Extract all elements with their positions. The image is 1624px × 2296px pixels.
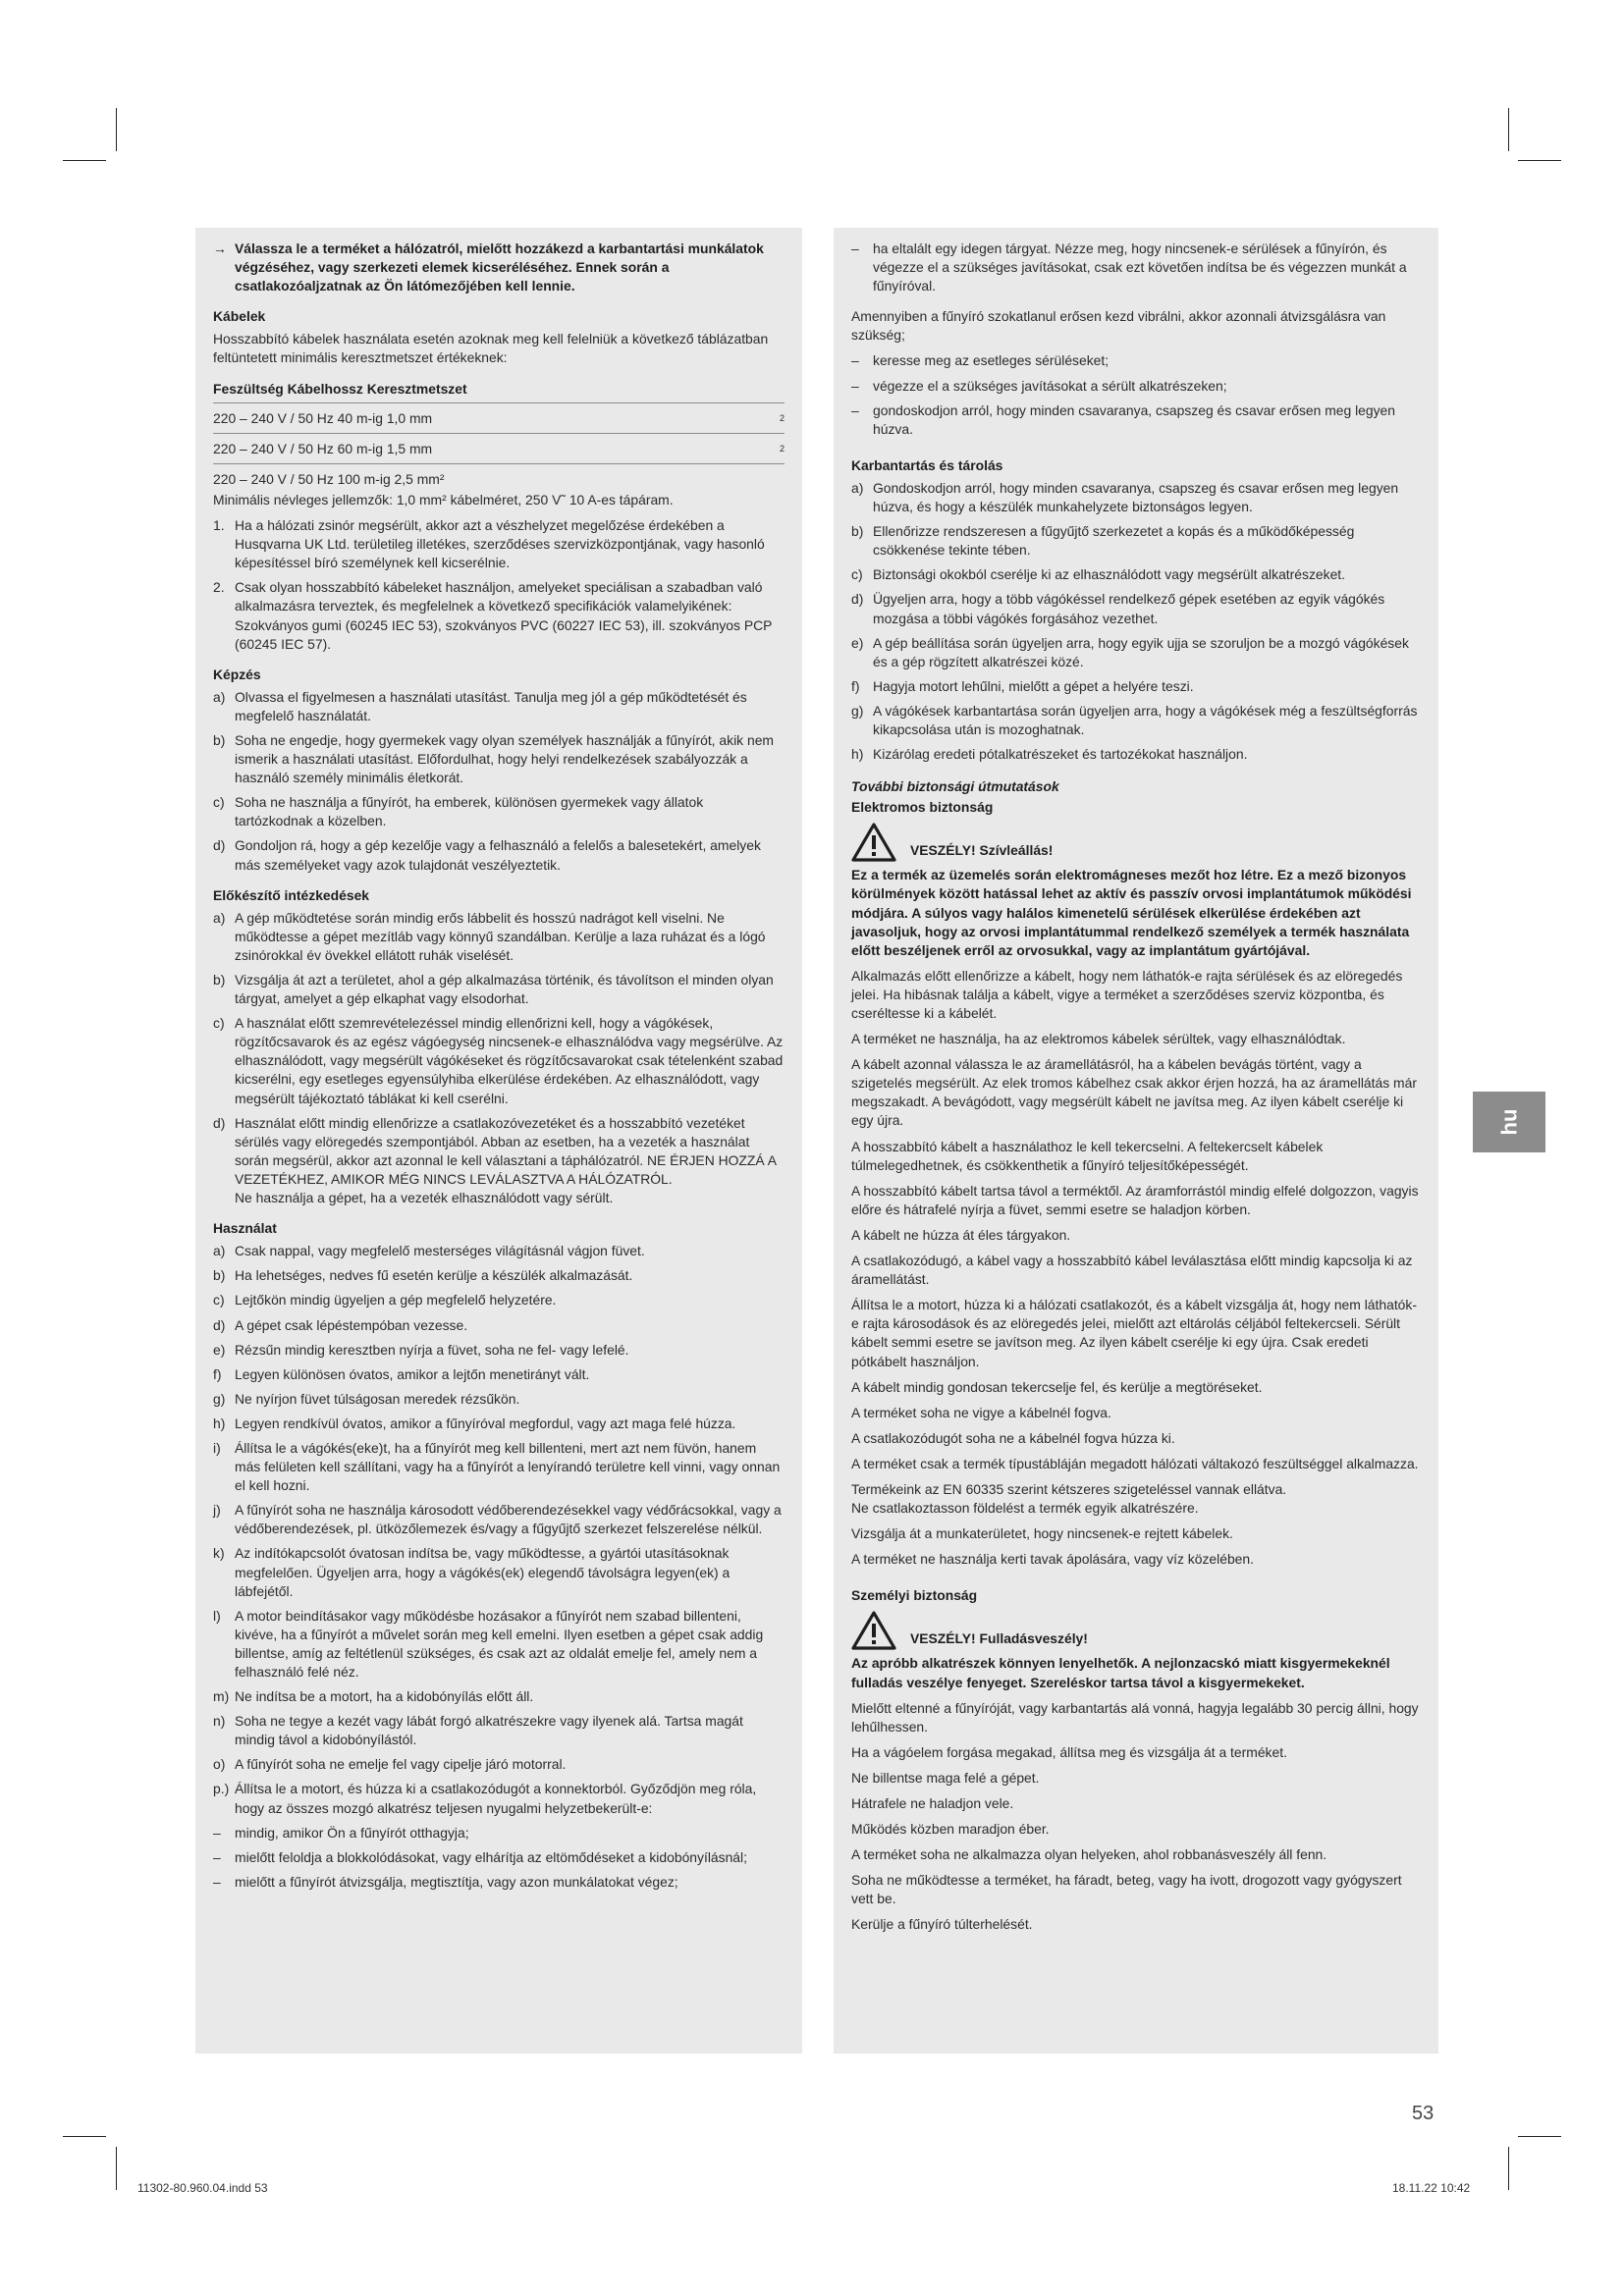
section-heading-kepzes: Képzés xyxy=(213,666,261,682)
paragraph: Soha ne működtesse a terméket, ha fáradt, beteg, vagy ha ivott, drogozott vagy gyógyszert vett be. xyxy=(851,1872,1402,1907)
arrow-icon: → xyxy=(213,240,227,256)
list-item xyxy=(851,351,1421,370)
section-heading-karbantartas: Karbantartás és tárolás xyxy=(851,456,1003,473)
paragraph: Hátrafele ne haladjon vele. xyxy=(851,1795,1014,1811)
list-item xyxy=(213,1014,785,1107)
list-marker: 2. xyxy=(213,579,225,596)
section-heading-elektromos: Elektromos biztonság xyxy=(851,799,994,816)
list-marker: e) xyxy=(213,1341,226,1358)
paragraph: Hosszabbító kábelek használata esetén azoknak meg kell felelniük a következő táblázatban feltüntetett minimális keresztmetszet értékeknek: xyxy=(213,331,769,366)
list-item-text: keresse meg az esetleges sérüléseket; xyxy=(873,352,1110,369)
paragraph: A csatlakozódugót soha ne a kábelnél fogva húzza ki. xyxy=(851,1429,1175,1446)
list-item-text: mielőtt a fűnyírót átvizsgálja, megtisztítja, vagy azon munkálatokat végez; xyxy=(235,1873,678,1890)
hasznalat-list xyxy=(213,1242,785,1892)
list-marker: m) xyxy=(213,1688,230,1705)
paragraph: A terméket soha ne alkalmazza olyan helyeken, ahol robbanásveszély áll fenn. xyxy=(851,1846,1327,1863)
list-marker: – xyxy=(851,377,859,394)
kepzes-list xyxy=(213,688,785,875)
section-heading-kabelek: Kábelek xyxy=(213,308,266,325)
list-marker: k) xyxy=(213,1545,225,1562)
list-item xyxy=(213,516,785,572)
table-last-row: 220 – 240 V / 50 Hz 100 m-ig 2,5 mm² xyxy=(213,470,445,487)
paragraph: Mielőtt eltenné a fűnyíróját, vagy karbantartás alá vonná, hagyja legalább 30 percig állni, hogy lehűlhessen. xyxy=(851,1699,1419,1735)
list-marker: a) xyxy=(213,688,226,705)
list-item-text: mindig, amikor Ön a fűnyírót otthagyja; xyxy=(235,1824,469,1841)
list-marker: h) xyxy=(213,1415,226,1431)
list-item-text: Ügyeljen arra, hogy a több vágókéssel rendelkező gépek esetében az egyik vágókés mozgása a többi vágókés forgásához vezethet. xyxy=(873,591,1385,626)
list-marker: c) xyxy=(213,1015,225,1032)
list-item-text: Állítsa le a motort, és húzza ki a csatlakozódugót a konnektorból. Győződjön meg róla, hogy az összes mozgó alkatrész teljesen nyugalmi helyzetbekerült-e: xyxy=(235,1781,757,1816)
list-marker: 1. xyxy=(213,517,225,534)
list-item-text: Gondoljon rá, hogy a gép kezelője vagy a felhasználó a felelős a balesetekért, amelyek más személyeket vagy azok tulajdonát veszélyeztetik. xyxy=(235,837,761,873)
table-cell: 220 – 240 V / 50 Hz 40 m-ig 1,0 mm xyxy=(213,409,433,426)
left-column xyxy=(195,228,802,2054)
list-item xyxy=(213,836,785,874)
paragraph: A terméket csak a termék típustábláján megadott hálózati váltakozó feszültséggel alkalmazza. xyxy=(851,1455,1419,1471)
list-item xyxy=(213,1415,785,1433)
list-item xyxy=(213,1316,785,1335)
list-marker: f) xyxy=(851,677,860,694)
list-marker: b) xyxy=(851,523,864,540)
list-item xyxy=(851,702,1421,739)
list-item-text: Soha ne tegye a kezét vagy lábát forgó alkatrészekre vagy ilyenek alá. Tartsa magát mindig távol a kidobónyílástól. xyxy=(235,1713,743,1748)
list-item-text: A gépet csak lépéstempóban vezesse. xyxy=(235,1316,468,1333)
list-marker: – xyxy=(851,401,859,418)
paragraph: A kábelt mindig gondosan tekercselje fel, és kerülje a megtöréseket. xyxy=(851,1378,1263,1395)
section-heading-szemelyi: Személyi biztonság xyxy=(851,1587,978,1604)
list-item xyxy=(213,909,785,965)
list-item-text: A fűnyírót soha ne használja károsodott védőberendezésekkel vagy védőrácsokkal, vagy a védőberendezések, pl. ütközőlemezek és/vagy a fűgyűjtő szerkezet felszerelése nélkül. xyxy=(235,1502,782,1537)
list-marker: g) xyxy=(851,702,864,719)
list-marker: o) xyxy=(213,1756,226,1773)
list-item xyxy=(851,565,1421,584)
list-item-text: Kizárólag eredeti pótalkatrészeket és tartozékokat használjon. xyxy=(873,746,1248,763)
list-item xyxy=(213,1242,785,1260)
list-item xyxy=(213,1687,785,1706)
crop-mark xyxy=(1518,160,1561,161)
table-cell: 220 – 240 V / 50 Hz 60 m-ig 1,5 mm xyxy=(213,440,433,456)
elokeszito-list xyxy=(213,909,785,1207)
list-item-text: végezze el a szükséges javításokat a sérült alkatrészeken; xyxy=(873,377,1227,394)
list-item xyxy=(213,1114,785,1207)
footer-date: 18.11.22 10:42 xyxy=(1392,2181,1471,2195)
list-marker: j) xyxy=(213,1502,221,1519)
list-item-text: A használat előtt szemrevételezéssel mindig ellenőrizni kell, hogy a vágókések, rögzítőcsavarok és az egész vágóegység nincsenek-e elhasználódva vagy megsérülve. Az elhasználódott, vagy megsérült vágókéseket és rögzítőcsavarokat csak tételenként szabad kicserélni, egy esetleges egyensúlyhiba elkerülése érdekében. Az elhasználódott, vagy megsérült tájékoztató táblákat ki kell cserélni. xyxy=(235,1015,784,1106)
list-item xyxy=(213,1755,785,1774)
list-item-text: A gép beállítása során ügyeljen arra, hogy egyik ujja se szoruljon be a mozgó vágókések és a gép rögzített alkatrészei közé. xyxy=(873,634,1409,669)
list-item xyxy=(213,1266,785,1285)
list-item xyxy=(213,1780,785,1817)
vibration-list xyxy=(851,351,1421,438)
list-item-text: Ellenőrizze rendszeresen a fűgyűjtő szerkezetet a kopás és a működőképesség csökkenése tekinte tében. xyxy=(873,523,1355,559)
list-item xyxy=(213,1390,785,1409)
list-item-text: Állítsa le a vágókés(eke)t, ha a fűnyírót meg kell billenteni, mert azt nem füvön, hanem más felületen kell szállítani, vagy ha a fűnyírót a lenyírandó területre kell vinni, vagy onnan el kell hozni. xyxy=(235,1439,781,1494)
list-item xyxy=(213,688,785,725)
list-item xyxy=(213,1439,785,1495)
paragraph: A terméket soha ne vigye a kábelnél fogva. xyxy=(851,1404,1111,1420)
section-heading-tovabbi: További biztonsági útmutatások xyxy=(851,778,1059,795)
list-item xyxy=(851,377,1421,396)
szemelyi-paragraphs xyxy=(851,1699,1421,1935)
list-marker: a) xyxy=(851,479,864,496)
list-item xyxy=(851,522,1421,560)
crop-mark xyxy=(63,160,106,161)
crop-mark xyxy=(1518,2136,1561,2137)
footer-file: 11302-80.960.04.indd 53 xyxy=(137,2181,268,2195)
table-header: Feszültség Kábelhossz Keresztmetszet xyxy=(213,380,467,397)
list-marker: b) xyxy=(213,972,226,988)
list-item-text: A motor beindításakor vagy működésbe hozásakor a fűnyírót nem szabad billenteni, kivéve, ha a fűnyírót a művelet során meg kell emelni. Ilyen esetben a gépet csak addig billentse, amíg az feltétlenül szükséges, és csak azt az oldalát emelje fel, amely nem a felhasználó felé néz. xyxy=(235,1607,764,1680)
list-item xyxy=(851,745,1421,764)
list-marker: c) xyxy=(213,1292,225,1308)
paragraph: A hosszabbító kábelt tartsa távol a terméktől. Az áramforrástól mindig elfelé dolgozzon, vagyis előre és hátrafelé nyírja a füvet, semmi esetre se haladjon körben. xyxy=(851,1182,1419,1217)
list-marker: p.) xyxy=(213,1781,230,1797)
list-marker: – xyxy=(851,352,859,369)
list-item-text: Olvassa el figyelmesen a használati utasítást. Tanulja meg jól a gép működtetését és megfelelő használatát. xyxy=(235,688,747,723)
list-marker: – xyxy=(213,1824,221,1841)
crop-mark xyxy=(1508,108,1509,151)
list-item xyxy=(213,578,785,653)
paragraph: Termékeink az EN 60335 szerint kétszeres szigeteléssel vannak ellátva. Ne csatlakoztasson földelést a termék egyik alkatrészére. xyxy=(851,1480,1287,1517)
superscript: 2 xyxy=(779,443,785,454)
list-marker: f) xyxy=(213,1365,222,1382)
list-marker: g) xyxy=(213,1390,226,1407)
crop-mark xyxy=(116,108,117,151)
continued-list xyxy=(851,240,1421,295)
list-marker: c) xyxy=(851,566,863,583)
paragraph: Ha a vágóelem forgása megakad, állítsa meg és vizsgálja át a terméket. xyxy=(851,1743,1287,1760)
list-item xyxy=(213,971,785,1008)
list-item xyxy=(213,1873,785,1892)
intro-instruction: → Válassza le a terméket a hálózatról, mielőtt hozzákezd a karbantartási munkálatok végzéséhez, vagy szerkezeti elemek kicseréléséhez. Ennek során a csatlakozóaljzatnak az Ön látómezőjében kell lennie. xyxy=(213,240,785,295)
paragraph: A csatlakozódugó, a kábel vagy a hosszabbító kábel leválasztása előtt mindig kapcsolja ki az áramellátást. xyxy=(851,1253,1413,1288)
paragraph: Amennyiben a fűnyíró szokatlanul erősen kezd vibrálni, akkor azonnali átvizsgálásra van szükség; xyxy=(851,308,1386,344)
list-marker: – xyxy=(213,1848,221,1865)
list-item xyxy=(851,634,1421,671)
paragraph: A terméket ne használja kerti tavak ápolására, vagy víz közelében. xyxy=(851,1551,1254,1568)
paragraph: A hosszabbító kábelt a használathoz le kell tekercselni. A feltekercselt kábelek túlmelegedhetnek, és csökkenthetik a fűnyíró teljesítőképességét. xyxy=(851,1138,1324,1173)
list-item-text: Soha ne használja a fűnyírót, ha emberek, különösen gyermekek vagy állatok tartózkodnak a közelben. xyxy=(235,794,704,829)
crop-mark xyxy=(116,2147,117,2190)
elektromos-paragraphs xyxy=(851,967,1421,1570)
list-marker: a) xyxy=(213,1243,226,1259)
list-item xyxy=(213,1365,785,1384)
warning-triangle-icon xyxy=(851,823,896,862)
list-marker: b) xyxy=(213,1267,226,1284)
list-marker: d) xyxy=(851,591,864,608)
list-item-text: Hagyja motort lehűlni, mielőtt a gépet a helyére teszi. xyxy=(873,677,1194,694)
crop-mark xyxy=(63,2136,106,2137)
list-marker: i) xyxy=(213,1439,221,1456)
list-item xyxy=(213,1341,785,1360)
list-item xyxy=(213,1544,785,1600)
list-item-text: Legyen különösen óvatos, amikor a lejtőn menetirányt vált. xyxy=(235,1365,590,1382)
list-item xyxy=(213,1607,785,1682)
section-heading-hasznalat: Használat xyxy=(213,1220,277,1237)
list-item xyxy=(213,1712,785,1749)
list-item-text: Ha lehetséges, nedves fű esetén kerülje a készülék alkalmazását. xyxy=(235,1267,633,1284)
list-item xyxy=(213,1824,785,1842)
list-marker: c) xyxy=(213,794,225,811)
paragraph: Vizsgálja át a munkaterületet, hogy nincsenek-e rejtett kábelek. xyxy=(851,1525,1233,1542)
list-item xyxy=(213,1291,785,1309)
list-marker: a) xyxy=(213,909,226,926)
table-row xyxy=(213,402,785,434)
list-item xyxy=(213,1848,785,1867)
list-item-text: Ne nyírjon füvet túlságosan meredek rézsűkön. xyxy=(235,1390,520,1407)
warning-text: Ez a termék az üzemelés során elektromágneses mezőt hoz létre. Ez a mező bizonyos körülmények között hatással lehet az aktív és passzív orvosi implantátumok működési módjára. A súlyos vagy halálos kimenetelű sérülések elkerülése érdekében azt javasoljuk, hogy az orvosi implantátummal rendelkező személyek a termék használata előtt beszéljenek erről az orvosukkal, vagy az implantátum gyártójával. xyxy=(851,867,1412,958)
superscript: 2 xyxy=(779,412,785,423)
list-item-text: ha eltalált egy idegen tárgyat. Nézze meg, hogy nincsenek-e sérülések a fűnyírón, és végezze el a szükséges javításokat, csak ezt követően indítsa be és végezzen munkát a fűnyíróval. xyxy=(873,240,1407,294)
numbered-list xyxy=(213,516,785,654)
language-tab: hu xyxy=(1473,1092,1545,1152)
paragraph: A kábelt ne húzza át éles tárgyakon. xyxy=(851,1226,1071,1243)
list-item-text: Csak olyan hosszabbító kábeleket használjon, amelyeket speciálisan a szabadban való alkalmazásra terveztek, és megfelelnek a következő specifikációk valamelyikének: Szokványos gumi (60245 IEC 53), szokványos PVC (60227 IEC 53), ill. szokványos PCP (60245 IEC 57). xyxy=(235,579,773,652)
crop-mark xyxy=(1508,2147,1509,2190)
list-item-text: Legyen rendkívül óvatos, amikor a fűnyíróval megfordul, vagy azt maga felé húzza. xyxy=(235,1415,736,1431)
list-marker: b) xyxy=(213,731,226,748)
section-heading-elokeszito: Előkészítő intézkedések xyxy=(213,886,370,903)
list-marker: e) xyxy=(851,634,864,651)
paragraph: A kábelt azonnal válassza le az áramellátásról, ha a kábelen bevágás történt, vagy a szigetelés megsérült. Az elek tromos kábelhez csak akkor érjen hozzá, ha az áramellátás már megszakadt. A bevágódott, vagy megsérült kábelt ne javítsa meg. Az ilyen kábelt cserélje ki egy újra. xyxy=(851,1056,1417,1129)
list-item-text: mielőtt feloldja a blokkolódásokat, vagy elhárítja az eltömődéseket a kidobónyílásnál; xyxy=(235,1848,747,1865)
table-note: Minimális névleges jellemzők: 1,0 mm² kábelméret, 250 V˜ 10 A-es tápáram. xyxy=(213,491,674,507)
right-column xyxy=(834,228,1438,2054)
list-item xyxy=(851,479,1421,516)
list-item-text: Az indítókapcsolót óvatosan indítsa be, vagy működtesse, a gyártói utasításoknak megfelelően. Ügyeljen arra, hogy a vágókés(ek) elegendő távolságra legyen(ek) a lábfejétől. xyxy=(235,1545,731,1599)
paragraph: Ne billentse maga felé a gépet. xyxy=(851,1769,1040,1786)
list-marker: l) xyxy=(213,1607,221,1624)
list-item xyxy=(851,677,1421,696)
list-item xyxy=(851,590,1421,627)
list-marker: d) xyxy=(213,837,226,854)
list-item-text: Ha a hálózati zsinór megsérült, akkor azt a vészhelyzet megelőzése érdekében a Husqvarna UK Ltd. területileg illetékes, szerződéses szervizközpontjának, vagy hasonló képesítéssel bíró személynek kell kicserélnie. xyxy=(235,517,765,571)
paragraph: Kerülje a fűnyíró túlterhelését. xyxy=(851,1916,1033,1933)
list-marker: – xyxy=(213,1873,221,1890)
list-item xyxy=(213,793,785,830)
list-marker: d) xyxy=(213,1114,226,1131)
paragraph: Működés közben maradjon éber. xyxy=(851,1821,1050,1838)
paragraph: Állítsa le a motort, húzza ki a hálózati csatlakozót, és a kábelt vizsgálja át, hogy nem láthatók-e rajta károsodások és az elöregedés jelei, mielőtt azt eltárolás céljából feltekercseli. Sérült kábelt semmi esetre se javítson meg. Az ilyen kábelt cserélje ki egy újra. Csak eredeti pótkábelt használjon. xyxy=(851,1297,1417,1369)
list-item-text: Soha ne engedje, hogy gyermekek vagy olyan személyek használják a fűnyírót, akik nem ismerik a használati utasítást. Előfordulhat, hogy helyi rendelkezések szabályozzák a használó személy minimális életkorát. xyxy=(235,731,774,786)
list-item-text: Használat előtt mindig ellenőrizze a csatlakozóvezetéket és a hosszabbító vezetéket sérülés vagy elöregedés szempontjából. Abban az esetben, ha a vezeték a használat során megsérül, akkor azt azonnal le kell választani a táphálózatról. NE ÉRJEN HOZZÁ A VEZETÉKHEZ, AMIKOR MÉG NINCS LEVÁLASZTVA A HÁLÓZATRÓL. Ne használja a gépet, ha a vezeték elhasználódott vagy sérült. xyxy=(235,1114,777,1206)
warning-triangle-icon xyxy=(851,1611,896,1650)
list-item-text: Gondoskodjon arról, hogy minden csavaranya, csapszeg és csavar erősen meg legyen húzva, és hogy a készülék munkahelyzete biztonságos legyen. xyxy=(873,479,1399,515)
list-marker: d) xyxy=(213,1316,226,1333)
list-item xyxy=(213,731,785,787)
list-item-text: A gép működtetése során mindig erős lábbelit és hosszú nadrágot kell viselni. Ne működtesse a gépet mezítláb vagy könnyű szandálban. Kerülje a laza ruházat és a lógó zsinórokkal év övekkel ellátott ruhák viselését. xyxy=(235,909,766,963)
list-item-text: Lejtőkön mindig ügyeljen a gép megfelelő helyzetére. xyxy=(235,1292,557,1308)
list-item xyxy=(213,1501,785,1538)
list-item-text: Ne indítsa be a motort, ha a kidobónyílás előtt áll. xyxy=(235,1688,534,1705)
list-item-text: gondoskodjon arról, hogy minden csavaranya, csapszeg és csavar erősen meg legyen húzva. xyxy=(873,401,1396,437)
warning-text: Az apróbb alkatrészek könnyen lenyelhetők. A nejlonzacskó miatt kisgyermekeknél fulladás veszélye fenyeget. Szereléskor tartsa távol a kisgyermekeket. xyxy=(851,1655,1390,1690)
paragraph: A terméket ne használja, ha az elektromos kábelek sérültek, vagy elhasználódtak. xyxy=(851,1031,1346,1047)
paragraph: Alkalmazás előtt ellenőrizze a kábelt, hogy nem láthatók-e rajta sérülések és az elöregedés jelei. Ha hibásnak találja a kábelt, vigye a terméket a szerződéses szerviz központba, és cseréltesse ki a kábelét. xyxy=(851,967,1403,1021)
table-row xyxy=(213,434,785,464)
list-item-text: Rézsűn mindig keresztben nyírja a füvet, soha ne fel- vagy lefelé. xyxy=(235,1341,629,1358)
list-marker: – xyxy=(851,240,859,256)
cable-table xyxy=(213,402,785,464)
list-item xyxy=(851,240,1421,295)
list-marker: h) xyxy=(851,746,864,763)
warning-heading: VESZÉLY! Szívleállás! xyxy=(851,823,1421,862)
list-marker: n) xyxy=(213,1713,226,1730)
page-number: 53 xyxy=(1412,2103,1435,2124)
karbantartas-list xyxy=(851,479,1421,764)
list-item xyxy=(851,401,1421,439)
list-item-text: Biztonsági okokból cserélje ki az elhasználódott vagy megsérült alkatrészeket. xyxy=(873,566,1346,583)
list-item-text: Vizsgálja át azt a területet, ahol a gép alkalmazása történik, és távolítson el minden olyan tárgyat, amelyet a gép elkaphat vagy elsodorhat. xyxy=(235,972,774,1007)
list-item-text: Csak nappal, vagy megfelelő mesterséges világításnál vágjon füvet. xyxy=(235,1243,645,1259)
list-item-text: A fűnyírót soha ne emelje fel vagy cipelje járó motorral. xyxy=(235,1756,567,1773)
list-item-text: A vágókések karbantartása során ügyeljen arra, hogy a vágókések még a feszültségforrás kikapcsolása után is mozoghatnak. xyxy=(873,702,1418,737)
warning-heading: VESZÉLY! Fulladásveszély! xyxy=(851,1611,1421,1650)
